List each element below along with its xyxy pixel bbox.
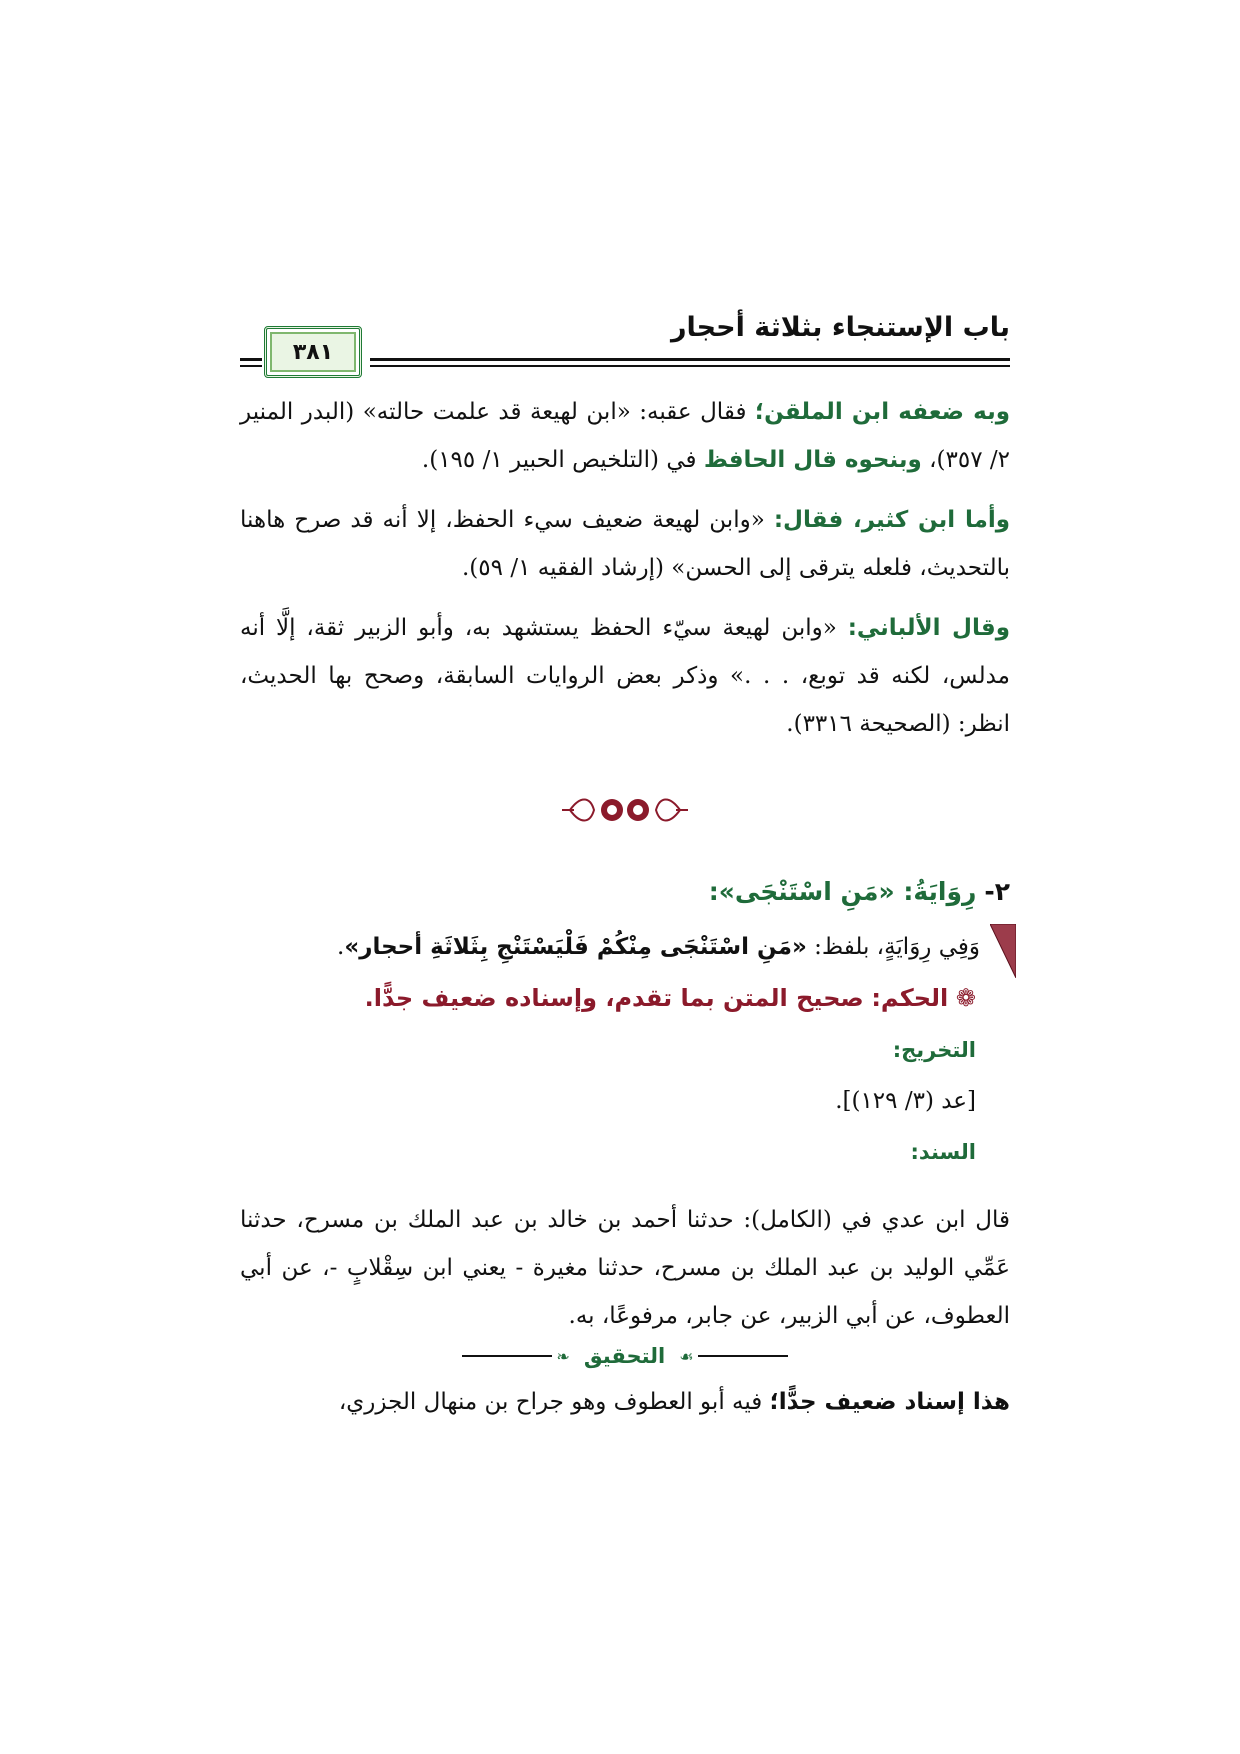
header-rule-top	[370, 358, 1010, 361]
paragraph-ibn-kathir	[240, 496, 1010, 592]
takhrij-heading: التخريج:	[892, 1038, 976, 1062]
header-rule-left-top	[240, 358, 262, 361]
para3-bold-1: وقال الألباني:	[847, 615, 1011, 641]
paragraph-albani	[240, 604, 1010, 748]
section-number: ٢-	[984, 877, 1010, 906]
corner-triangle-icon	[990, 924, 1016, 978]
para2-bold-1: وأما ابن كثير، فقال:	[773, 507, 1010, 533]
tahqiq-text: فيه أبو العطوف وهو جراح بن منهال الجزري،	[338, 1389, 770, 1415]
rewaya-prefix: وَفِي رِوَايَةٍ، بلفظ:	[806, 934, 980, 960]
header-rule-bottom	[370, 365, 1010, 367]
para1-bold-2: وبنحوه قال الحافظ	[703, 447, 922, 473]
page-number-badge	[264, 326, 362, 378]
rewaya-line	[240, 922, 1010, 972]
hukm-line	[240, 972, 976, 1024]
tahqiq-paragraph	[240, 1378, 1010, 1426]
flourish-right-icon: ☙	[679, 1346, 694, 1366]
para1-text-1: فقال عقبه: «ابن لهيعة قد علمت حالته» (البدر المنير ٢/ ٣٥٧)،	[240, 399, 1010, 473]
para1-text-2: في (التلخيص الحبير ١/ ١٩٥).	[421, 447, 704, 473]
rewaya-text: «مَنِ اسْتَنْجَى مِنْكُمْ فَلْيَسْتَنْجِ بِثَلاثَةِ أحجار»	[344, 934, 807, 960]
para1-bold-1: وبه ضعفه ابن الملقن؛	[754, 399, 1011, 425]
divider-line-left	[462, 1355, 552, 1357]
section-heading	[240, 870, 1010, 914]
book-page	[240, 300, 1010, 1426]
section-ornament	[240, 792, 1010, 832]
running-title: باب الإستنجاء بثلاثة أحجار	[671, 312, 1010, 343]
section-title: رِوَايَةُ: «مَنِ اسْتَنْجَى»:	[708, 877, 977, 906]
page-header	[240, 300, 1010, 388]
flourish-left-icon: ❧	[556, 1346, 570, 1366]
header-rule-left-bottom	[240, 365, 262, 367]
para3-text-1: «وابن لهيعة سيّء الحفظ يستشهد به، وأبو الزبير ثقة، إلَّا أنه مدلس، لكنه قد توبع، . . .» وذكر بعض الروايات السابقة، وصحح بها الحديث، انظر: (الصحيحة ٣٣١٦).	[240, 615, 1010, 737]
paragraph-ibn-mulaqqin	[240, 388, 1010, 484]
tahqiq-divider	[240, 1344, 1010, 1368]
page-number: ٣٨١	[292, 339, 334, 365]
rewaya-suffix: .	[337, 934, 345, 960]
tahqiq-label: التحقيق	[583, 1344, 666, 1368]
ornament-icon	[560, 792, 690, 828]
para2-text-1: «وابن لهيعة ضعيف سيء الحفظ، إلا أنه قد صرح هاهنا بالتحديث، فلعله يترقى إلى الحسن» (إرشاد الفقيه ١/ ٥٩).	[240, 507, 1010, 581]
hukm-star-icon: ❁	[955, 984, 976, 1012]
divider-line-right	[698, 1355, 788, 1357]
hukm-value: صحيح المتن بما تقدم، وإسناده ضعيف جدًّا.	[364, 984, 864, 1012]
hukm-label: الحكم:	[871, 984, 949, 1012]
sanad-paragraph: قال ابن عدي في (الكامل): حدثنا أحمد بن خالد بن عبد الملك بن مسرح، حدثنا عَمِّي الوليد بن عبد الملك بن مسرح، حدثنا مغيرة - يعني ابن سِقْلابٍ -، عن أبي العطوف، عن أبي الزبير، عن جابر، مرفوعًا، به.	[240, 1207, 1010, 1329]
takhrij-value: [عد (٣/ ١٢٩)].	[835, 1088, 976, 1114]
tahqiq-bold: هذا إسناد ضعيف جدًّا؛	[769, 1389, 1010, 1415]
sanad-heading: السند:	[910, 1140, 976, 1164]
